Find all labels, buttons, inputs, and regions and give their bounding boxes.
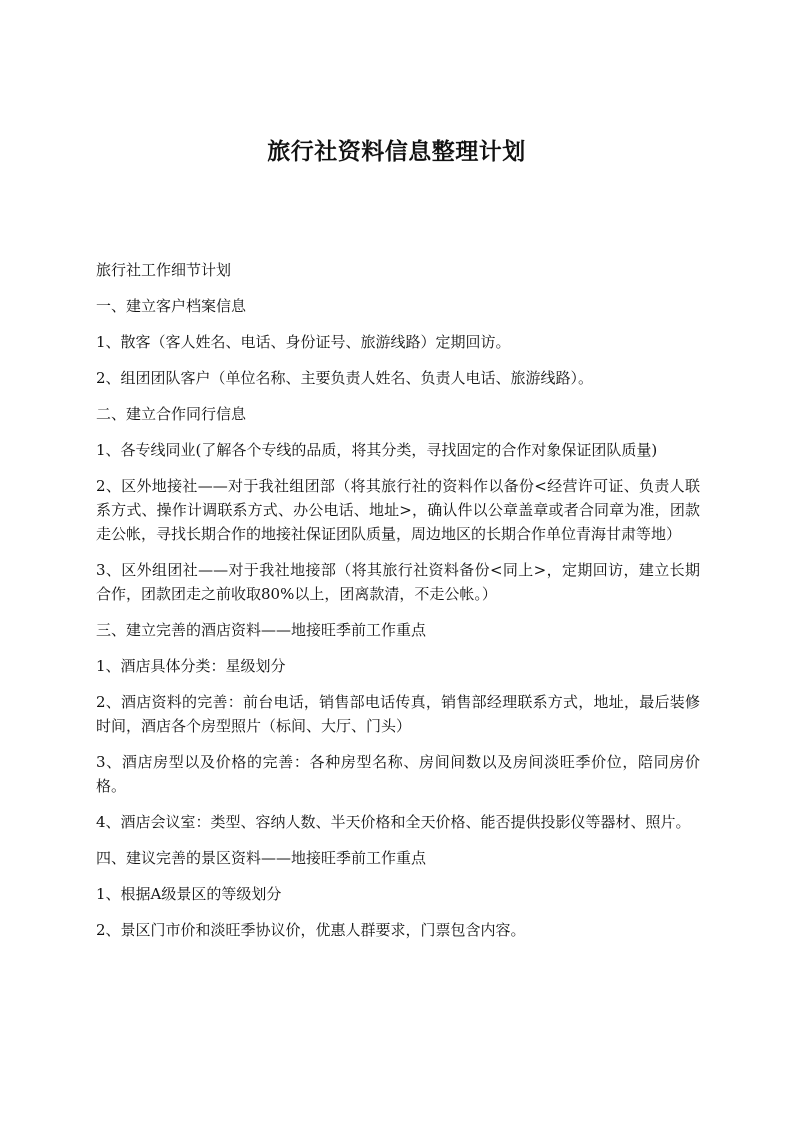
paragraph-4-1: 1、根据A级景区的等级划分 (96, 885, 282, 903)
paragraph-intro: 旅行社工作细节计划 (96, 261, 232, 279)
section-heading-2: 二、建立合作同行信息 (96, 405, 247, 423)
paragraph-2-2: 2、区外地接社——对于我社组团部（将其旅行社的资料作以备份<经营许可证、负责人联系方式、操作计调联系方式、办公电话、地址>，确认件以公章盖章或者合同章为准，团款走公帐，寻找长期合作的地接社保证团队质量，周边地区的长期合作单位青海甘肃等地） (96, 477, 700, 543)
paragraph-3-1: 1、酒店具体分类：星级划分 (96, 657, 286, 675)
paragraph-1-1: 1、散客（客人姓名、电话、身份证号、旅游线路）定期回访。 (96, 333, 511, 351)
paragraph-2-1: 1、各专线同业(了解各个专线的品质，将其分类，寻找固定的合作对象保证团队质量) (96, 441, 658, 459)
section-heading-1: 一、建立客户档案信息 (96, 297, 247, 315)
paragraph-4-2: 2、景区门市价和淡旺季协议价，优惠人群要求，门票包含内容。 (96, 921, 526, 939)
paragraph-1-2: 2、组团团队客户（单位名称、主要负责人姓名、负责人电话、旅游线路）。 (96, 369, 594, 387)
paragraph-2-3: 3、区外组团社——对于我社地接部（将其旅行社资料备份<同上>，定期回访，建立长期合作，团款团走之前收取80%以上，团离款清，不走公帐。） (96, 561, 700, 603)
paragraph-3-3: 3、酒店房型以及价格的完善：各种房型名称、房间间数以及房间淡旺季价位，陪同房价格。 (96, 753, 700, 795)
document-body (96, 258, 700, 954)
paragraph-3-2: 2、酒店资料的完善：前台电话，销售部电话传真，销售部经理联系方式，地址，最后装修时间，酒店各个房型照片（标间、大厅、门头） (96, 693, 700, 735)
section-heading-4: 四、建议完善的景区资料——地接旺季前工作重点 (96, 849, 427, 867)
paragraph-3-4: 4、酒店会议室：类型、容纳人数、半天价格和全天价格、能否提供投影仪等器材、照片。 (96, 813, 691, 831)
document-title: 旅行社资料信息整理计划 (267, 139, 526, 165)
section-heading-3: 三、建立完善的酒店资料——地接旺季前工作重点 (96, 621, 427, 639)
